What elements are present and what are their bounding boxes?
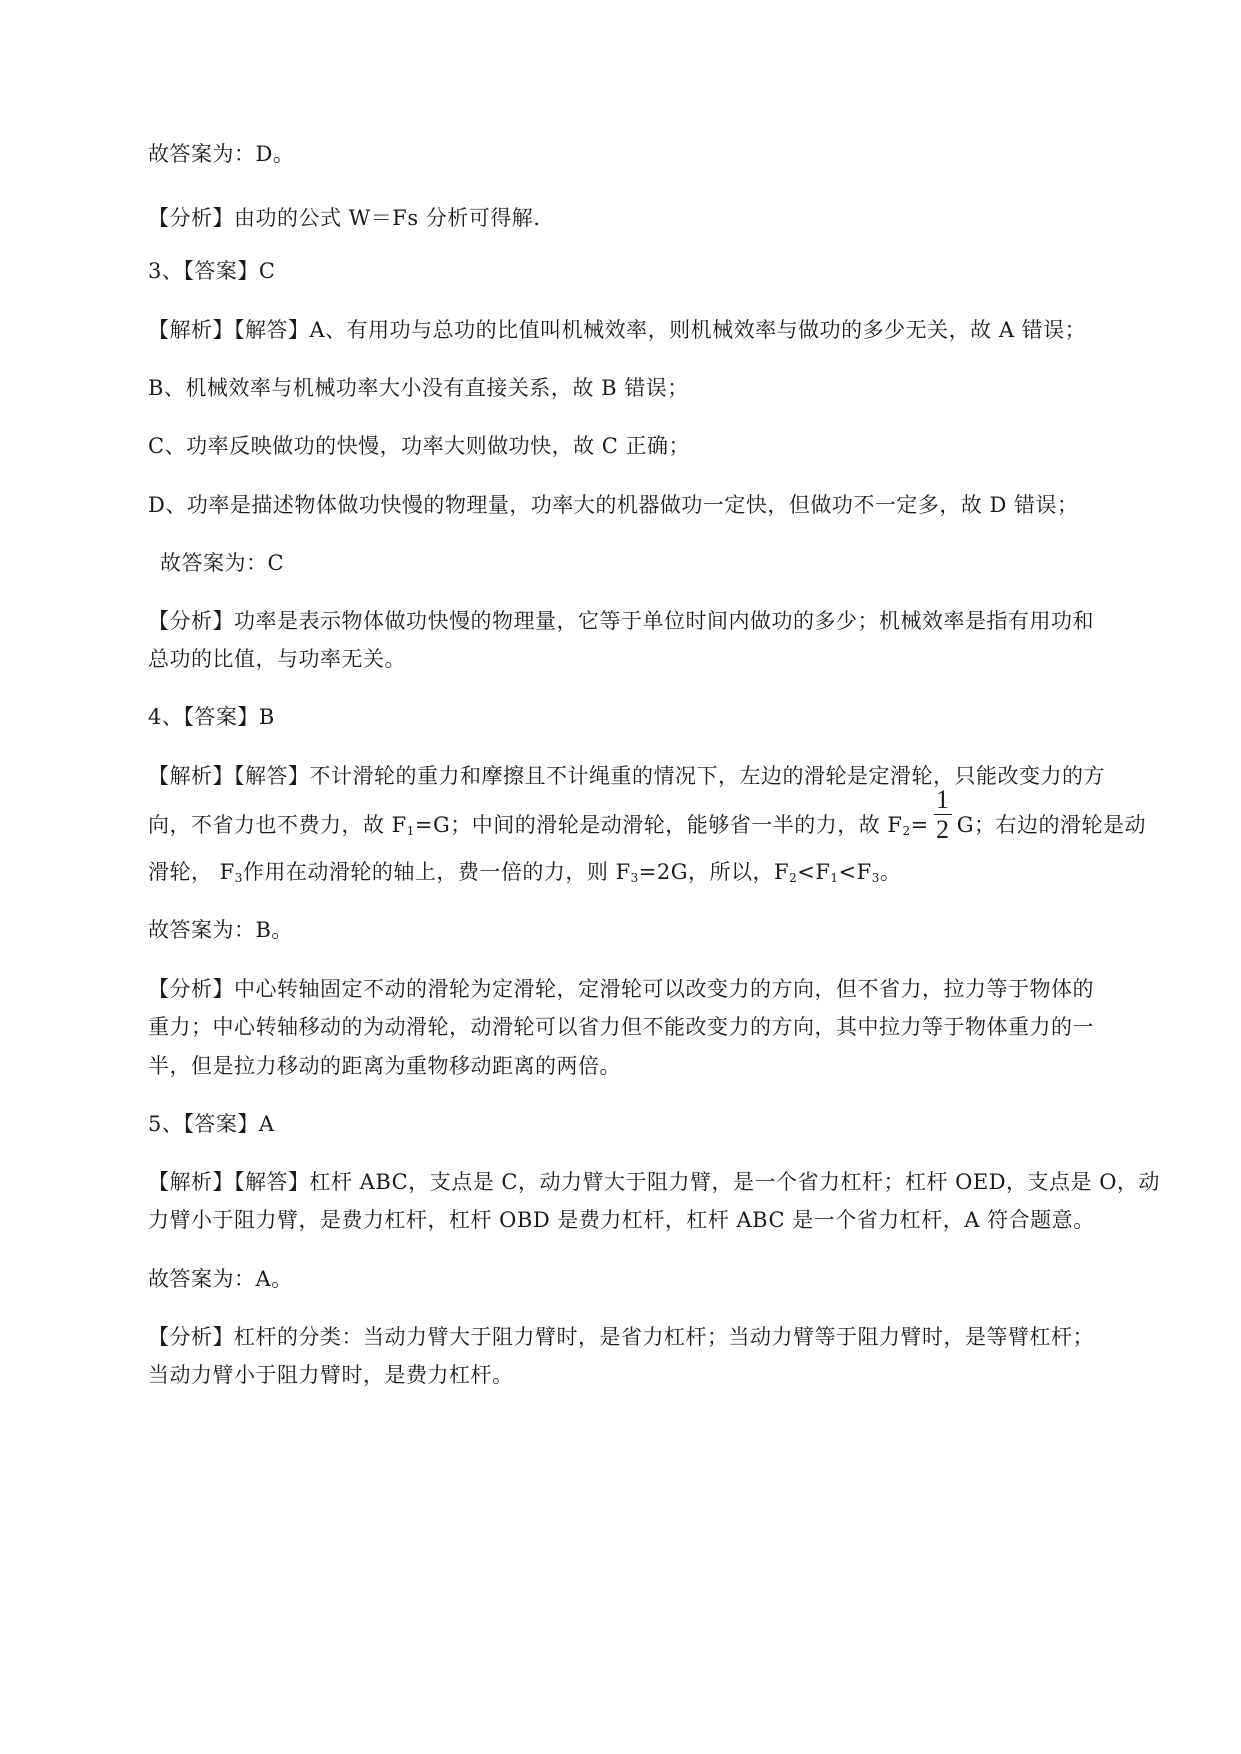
solution-line: C、功率反映做功的快慢，功率大则做功快，故 C 正确； bbox=[148, 434, 690, 458]
analysis-line: 总功的比值，与功率无关。 bbox=[148, 647, 406, 671]
solution-line: 【解析】【解答】不计滑轮的重力和摩擦且不计绳重的情况下，左边的滑轮是定滑轮，只能改变力的方 bbox=[148, 764, 1105, 788]
analysis-line: 【分析】中心转轴固定不动的滑轮为定滑轮，定滑轮可以改变力的方向，但不省力，拉力等于物体的 bbox=[148, 977, 1094, 1001]
solution-line-with-fraction: 向，不省力也不费力，故 $F_1=G$；中间的滑轮是动滑轮，能够省一半的力，故 $F_2=$ $\frac{1}{2}$ G；右边的滑轮是动 bbox=[148, 784, 1147, 844]
analysis-line: 当动力臂小于阻力臂时，是费力杠杆。 bbox=[148, 1363, 514, 1387]
fraction-denominator: 2 bbox=[936, 814, 950, 844]
solution-line: B、机械效率与机械功率大小没有直接关系，故 B 错误； bbox=[148, 376, 689, 400]
question-4-answer: 4、【答案】B bbox=[148, 705, 275, 729]
analysis-line: 【分析】功率是表示物体做功快慢的物理量，它等于单位时间内做功的多少；机械效率是指有用功和 bbox=[148, 609, 1094, 633]
answer-line: 故答案为：B。 bbox=[148, 918, 293, 942]
answer-line: 故答案为：C bbox=[160, 551, 285, 575]
solution-line: 【解析】【解答】A、有用功与总功的比值叫机械效率，则机械效率与做功的多少无关，故 A 错误； bbox=[148, 318, 1087, 342]
analysis-line: 半，但是拉力移动的距离为重物移动距离的两倍。 bbox=[148, 1054, 621, 1078]
solution-line: 力臂小于阻力臂，是费力杠杆，杠杆 OBD 是费力杠杆，杠杆 ABC 是一个省力杠杆，A 符合题意。 bbox=[148, 1208, 1095, 1232]
question-5-answer: 5、【答案】A bbox=[148, 1112, 275, 1136]
analysis-line: 【分析】由功的公式 W＝Fs 分析可得解. bbox=[148, 206, 541, 230]
solution-line-with-subscripts: 滑轮， $F_3$作用在动滑轮的轴上，费一倍的力，则 $F_3=2G$，所以，$F_2<F_1<F_3$。 bbox=[148, 860, 902, 885]
fraction-one-half bbox=[933, 784, 953, 844]
analysis-line: 【分析】杠杆的分类：当动力臂大于阻力臂时，是省力杠杆；当动力臂等于阻力臂时，是等臂杠杆； bbox=[148, 1325, 1094, 1349]
analysis-line: 重力；中心转轴移动的为动滑轮，动滑轮可以省力但不能改变力的方向，其中拉力等于物体重力的一 bbox=[148, 1015, 1094, 1039]
solution-line: D、功率是描述物体做功快慢的物理量，功率大的机器做功一定快，但做功不一定多，故 D 错误； bbox=[148, 493, 1079, 517]
answer-line: 故答案为：A。 bbox=[148, 1267, 293, 1291]
fraction-numerator: 1 bbox=[936, 784, 950, 814]
solution-line: 【解析】【解答】杠杆 ABC，支点是 C，动力臂大于阻力臂，是一个省力杠杆；杠杆 OED，支点是 O，动 bbox=[148, 1170, 1160, 1194]
question-3-answer: 3、【答案】C bbox=[148, 259, 276, 283]
answer-line: 故答案为：D。 bbox=[148, 142, 295, 166]
